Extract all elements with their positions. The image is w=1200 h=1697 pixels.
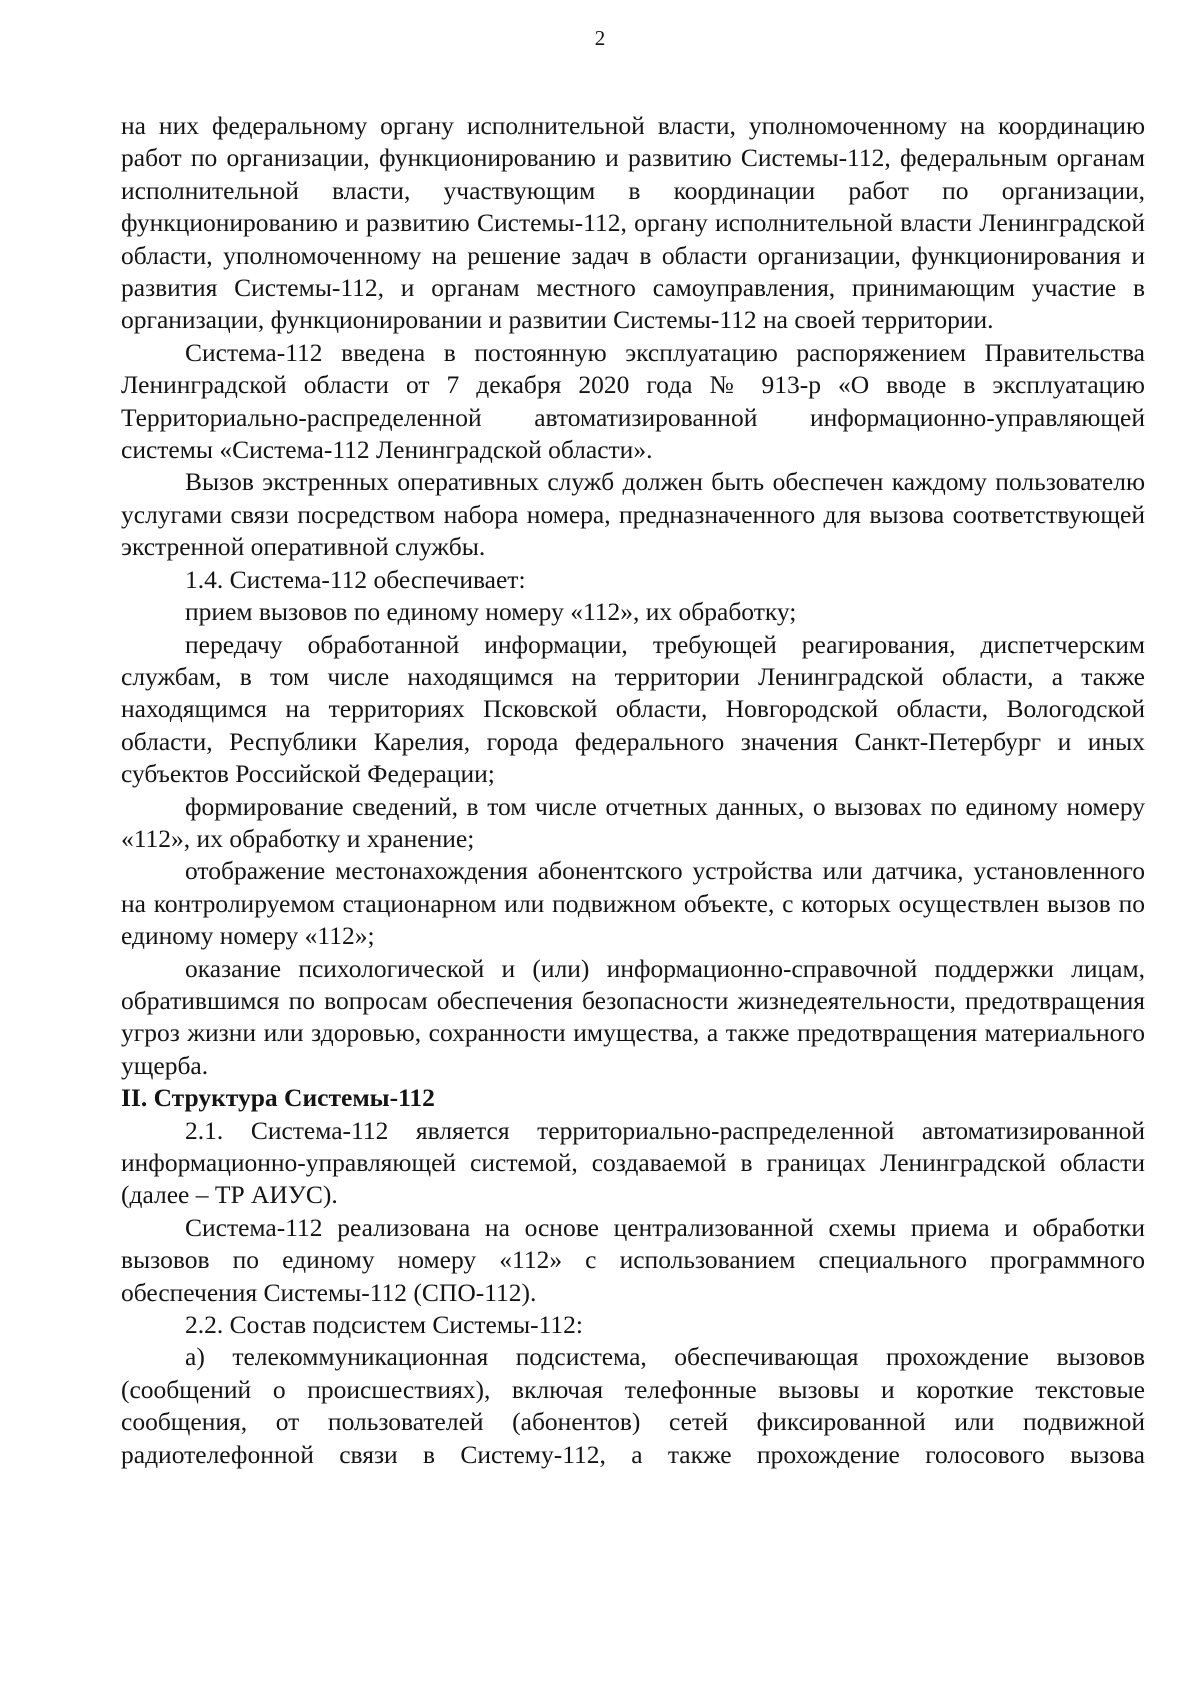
- paragraph: Система-112 введена в постоянную эксплуатацию распоряжением Правительства Ленинградской области от 7 декабря 2020 года № 913-р «О вводе в эксплуатацию Территориально-распределенной автоматизированной информационно-управляющей системы «Система-112 Ленинградской области».: [121, 337, 1145, 465]
- page-number: 2: [594, 26, 606, 50]
- paragraph: оказание психологической и (или) информационно-справочной поддержки лицам, обратившимся по вопросам обеспечения безопасности жизнедеятельности, предотвращения угроз жизни или здоровью, сохранности имущества, а также предотвращения материального ущерба.: [121, 953, 1145, 1080]
- paragraph: Система-112 реализована на основе централизованной схемы приема и обработки вызовов по единому номеру «112» с использованием специального программного обеспечения Системы-112 (СПО-112).: [121, 1212, 1145, 1307]
- document-body: [121, 110, 1145, 1471]
- paragraph: Вызов экстренных оперативных служб должен быть обеспечен каждому пользователю услугами связи посредством набора номера, предназначенного для вызова соответствующей экстренной оперативной службы.: [121, 467, 1145, 562]
- paragraph: а) телекоммуникационная подсистема, обеспечивающая прохождение вызовов (сообщений о происшествиях), включая телефонные вызовы и короткие текстовые сообщения, от пользователей (абонентов) сетей фиксированной или подвижной радиотелефонной связи в Систему-112, а также прохождение голосового вызова: [121, 1342, 1145, 1469]
- paragraph: на них федеральному органу исполнительной власти, уполномоченному на координацию работ по организации, функционированию и развитию Системы-112, федеральным органам исполнительной власти, участвующим в координации работ по организации, функционированию и развитию Системы-112, органу исполнительной власти Ленинградской области, уполномоченному на решение задач в области организации, функционирования и развития Системы-112, и органам местного самоуправления, принимающим участие в организации, функционировании и развитии Системы-112 на своей территории.: [121, 111, 1145, 335]
- paragraph: 1.4. Система-112 обеспечивает:: [185, 564, 526, 594]
- paragraph: отображение местонахождения абонентского устройства или датчика, установленного на контролируемом стационарном или подвижном объекте, с которых осуществлен вызов по единому номеру «112»;: [121, 856, 1145, 951]
- paragraph: 2.2. Состав подсистем Системы-112:: [185, 1310, 584, 1340]
- paragraph: 2.1. Система-112 является территориально-распределенной автоматизированной информационно-управляющей системой, создаваемой в границах Ленинградской области (далее – ТР АИУС).: [121, 1115, 1145, 1210]
- paragraph: прием вызовов по единому номеру «112», их обработку;: [185, 597, 797, 627]
- section-title: II. Структура Системы-112: [121, 1083, 435, 1113]
- paragraph: передачу обработанной информации, требующей реагирования, диспетчерским службам, в том числе находящимся на территории Ленинградской области, а также находящимся на территориях Псковской области, Новгородской области, Вологодской области, Республики Карелия, города федерального значения Санкт-Петербург и иных субъектов Российской Федерации;: [121, 629, 1145, 789]
- paragraph: формирование сведений, в том числе отчетных данных, о вызовах по единому номеру «112», их обработку и хранение;: [121, 791, 1145, 853]
